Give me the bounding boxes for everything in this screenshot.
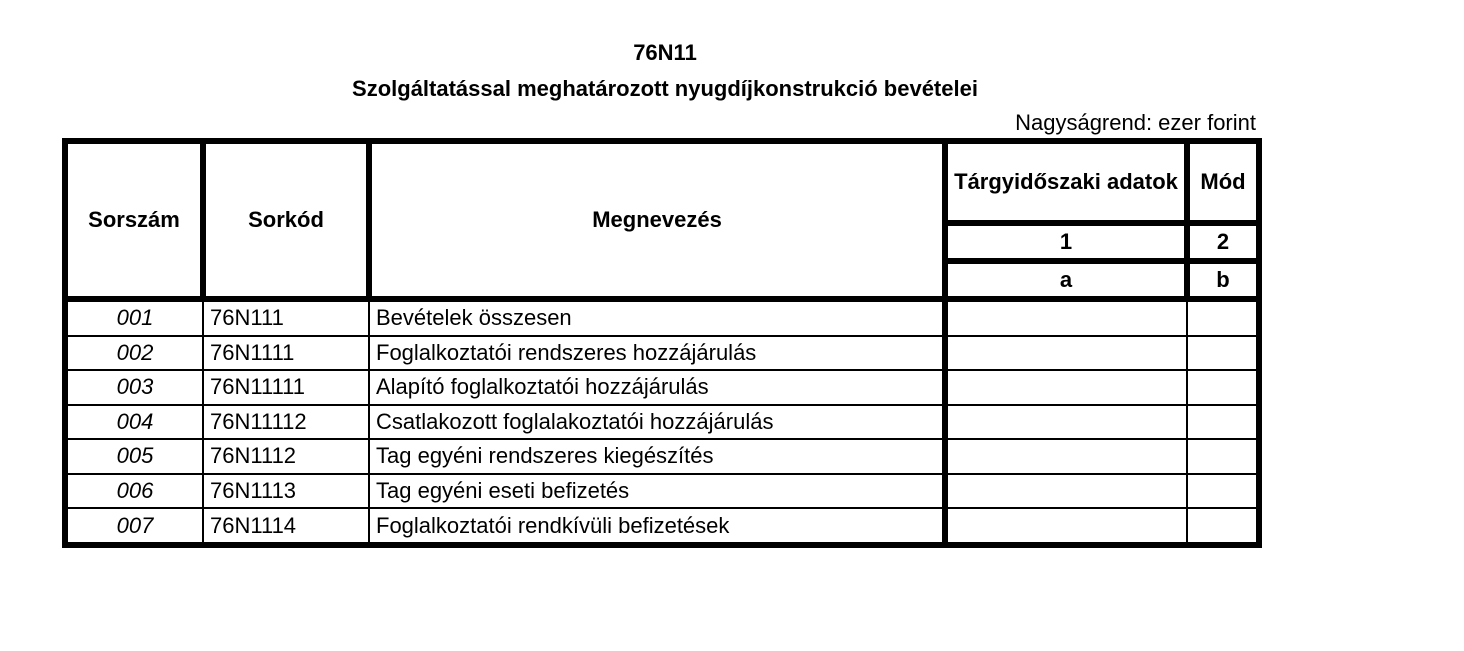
header-targyidoszaki: Tárgyidőszaki adatok <box>945 141 1187 223</box>
row-sorkod: 76N11112 <box>203 405 369 440</box>
header-col1-letter: a <box>945 261 1187 299</box>
row-sorszam: 002 <box>65 336 203 371</box>
row-value-a[interactable] <box>945 405 1187 440</box>
form-code: 76N11 <box>633 40 697 65</box>
row-value-a[interactable] <box>945 370 1187 405</box>
row-value-b[interactable] <box>1187 474 1259 509</box>
row-value-a[interactable] <box>945 474 1187 509</box>
header-sorkod: Sorkód <box>203 141 369 299</box>
row-value-a[interactable] <box>945 439 1187 474</box>
row-value-a[interactable] <box>945 336 1187 371</box>
row-sorszam: 005 <box>65 439 203 474</box>
row-sorkod: 76N1112 <box>203 439 369 474</box>
header-col2-number: 2 <box>1187 223 1259 261</box>
row-sorszam: 007 <box>65 508 203 545</box>
data-table <box>62 138 1262 548</box>
row-sorkod: 76N111 <box>203 299 369 336</box>
unit-label: Nagyságrend: ezer forint <box>1015 110 1256 135</box>
row-sorszam: 004 <box>65 405 203 440</box>
table-row <box>65 439 1259 474</box>
row-sorszam: 003 <box>65 370 203 405</box>
row-value-a[interactable] <box>945 508 1187 545</box>
row-sorkod: 76N1114 <box>203 508 369 545</box>
table-row <box>65 299 1259 336</box>
row-value-b[interactable] <box>1187 299 1259 336</box>
row-megnevezes: Foglalkoztatói rendkívüli befizetések <box>369 508 945 545</box>
header-col1-number: 1 <box>945 223 1187 261</box>
header-mod: Mód <box>1187 141 1259 223</box>
row-sorszam: 006 <box>65 474 203 509</box>
row-value-b[interactable] <box>1187 405 1259 440</box>
row-megnevezes: Csatlakozott foglalakoztatói hozzájárulás <box>369 405 945 440</box>
row-megnevezes: Tag egyéni eseti befizetés <box>369 474 945 509</box>
header-megnevezes: Megnevezés <box>369 141 945 299</box>
form-title: Szolgáltatással meghatározott nyugdíjkonstrukció bevételei <box>352 76 978 101</box>
table-row <box>65 508 1259 545</box>
table-row <box>65 474 1259 509</box>
row-value-b[interactable] <box>1187 508 1259 545</box>
row-value-b[interactable] <box>1187 439 1259 474</box>
header-sorszam: Sorszám <box>65 141 203 299</box>
row-megnevezes: Bevételek összesen <box>369 299 945 336</box>
row-megnevezes: Foglalkoztatói rendszeres hozzájárulás <box>369 336 945 371</box>
row-megnevezes: Tag egyéni rendszeres kiegészítés <box>369 439 945 474</box>
row-sorkod: 76N1111 <box>203 336 369 371</box>
header-col2-letter: b <box>1187 261 1259 299</box>
row-sorkod: 76N1113 <box>203 474 369 509</box>
row-sorkod: 76N11111 <box>203 370 369 405</box>
table-row <box>65 370 1259 405</box>
row-value-b[interactable] <box>1187 336 1259 371</box>
table-row <box>65 405 1259 440</box>
table-row <box>65 336 1259 371</box>
row-value-a[interactable] <box>945 299 1187 336</box>
row-value-b[interactable] <box>1187 370 1259 405</box>
row-megnevezes: Alapító foglalkoztatói hozzájárulás <box>369 370 945 405</box>
row-sorszam: 001 <box>65 299 203 336</box>
